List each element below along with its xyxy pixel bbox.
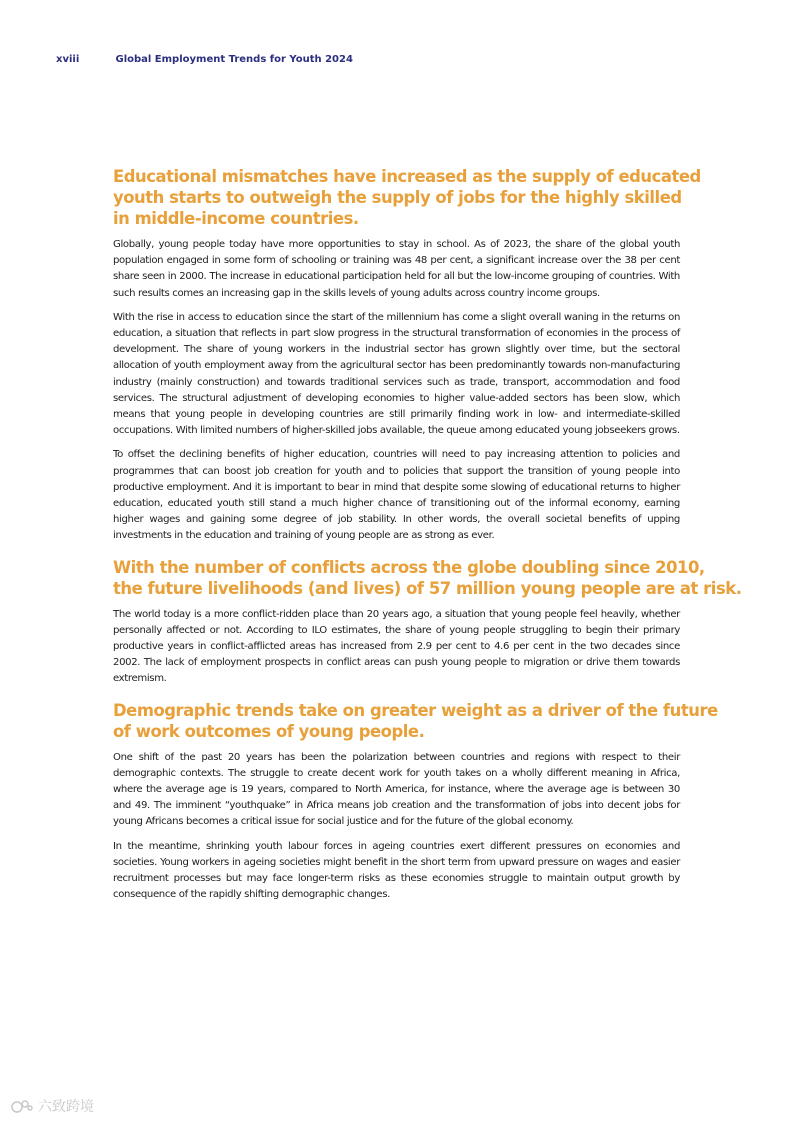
body-paragraph: The world today is a more conflict-ridden place than 20 years ago, a situation that young people feel heavily, whether personally affected or not. According to ILO estimates, the share of young people struggling to begin their primary productive years in conflict-afflicted areas has increased from 2.9 per cent to 4.6 per cent in the two decades since 2002. The lack of employment prospects in conflict areas can push young people to migration or drive them towards extremism.: [113, 608, 680, 685]
body-paragraph: One shift of the past 20 years has been the polarization between countries and regions with respect to their demographic contexts. The struggle to create decent work for youth takes on a wholly different meaning in Africa, where the average age is 19 years, compared to North America, for instance, where the average age is between 30 and 49. The imminent “youthquake” in Africa means job creation and the transformation of jobs into decent jobs for young Africans becomes a critical issue for social justice and for the future of the global economy.: [113, 751, 680, 828]
body-paragraph: Globally, young people today have more opportunities to stay in school. As of 2023, the share of the global youth population engaged in some form of schooling or training was 48 per cent, a significant increase over the 38 per cent share seen in 2000. The increase in educational participation held for all but the low-income grouping of countries. With such results comes an increasing gap in the skills levels of young adults across country income groups.: [113, 239, 680, 299]
body-paragraph: With the rise in access to education since the start of the millennium has come a slight overall waning in the returns on education, a situation that reflects in part slow progress in the structural transformation of economies in the process of development. The share of young workers in the industrial sector has grown slightly over time, but the sectoral allocation of youth employment away from the agricultural sector has been predominantly towards non-manufacturing industry (mainly construction) and towards traditional services such as trade, transport, accommodation and food services. The structural adjustment of developing economies to higher value-added sectors has been slow, which means that young people in developing countries are still primarily finding work in low- and intermediate-skilled occupations. With limited numbers of higher-skilled jobs available, the queue among educated young jobseekers grows.: [113, 311, 680, 437]
section-educational-mismatches: [113, 166, 701, 545]
heading-line: Demographic trends take on greater weight as a driver of the future: [113, 700, 718, 720]
section-demographic-trends: [113, 700, 718, 904]
heading-line: of work outcomes of young people.: [113, 721, 425, 741]
body-paragraph: In the meantime, shrinking youth labour forces in ageing countries exert different pressures on economies and societies. Young workers in ageing societies might benefit in the short term from upward pressure on wages and easier recruitment processes but may face longer-term risks as these economies struggle to maintain output growth by consequence of the rapidly shifting demographic changes.: [113, 840, 680, 901]
section-heading: [113, 557, 742, 599]
watermark-text: 六致跨境: [38, 1099, 94, 1115]
heading-line: With the number of conflicts across the globe doubling since 2010,: [113, 557, 705, 577]
section-heading: [113, 700, 718, 742]
heading-line: in middle-income countries.: [113, 209, 359, 228]
heading-line: Educational mismatches have increased as the supply of educated: [113, 167, 701, 186]
watermark-logo-icon: [10, 1097, 34, 1115]
watermark: [10, 1096, 94, 1116]
heading-line: the future livelihoods (and lives) of 57 million young people are at risk.: [113, 578, 742, 598]
main-content: [113, 166, 742, 916]
running-header: [56, 54, 353, 65]
section-heading: [113, 166, 701, 229]
heading-line: youth starts to outweigh the supply of jobs for the highly skilled: [113, 188, 682, 207]
report-title: Global Employment Trends for Youth 2024: [115, 54, 353, 65]
section-conflicts: [113, 557, 742, 688]
page-number: xviii: [56, 54, 80, 65]
body-paragraph: To offset the declining benefits of higher education, countries will need to pay increasing attention to policies and programmes that can boost job creation for youth and to policies that support the transition of young people into productive employment. And it is important to bear in mind that despite some slowing of educational returns to higher education, educated youth still stand a much higher chance of transitioning out of the informal economy, earning higher wages and gaining some degree of job stability. In other words, the overall societal benefits of upping investments in the education and training of young people are as strong as ever.: [113, 449, 680, 542]
